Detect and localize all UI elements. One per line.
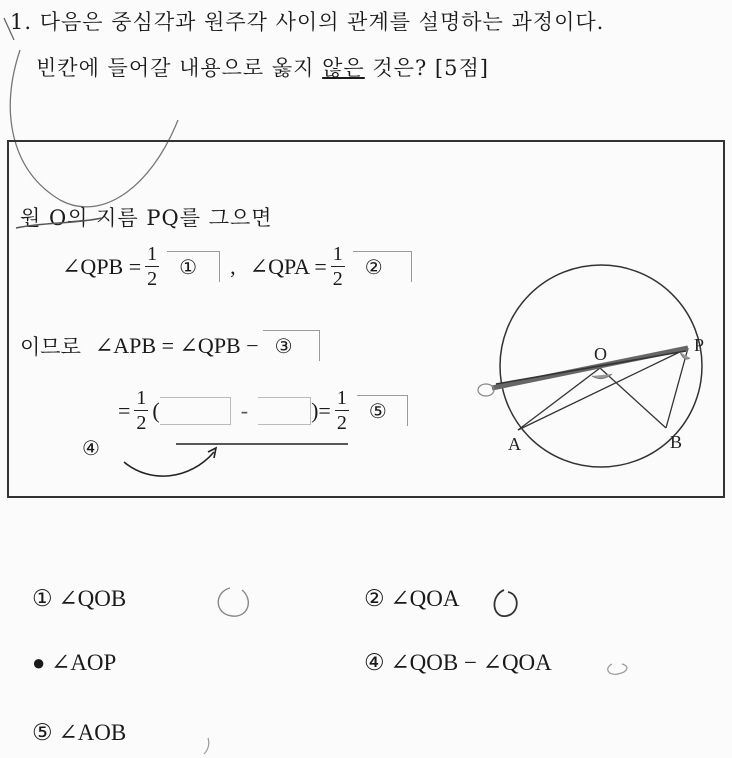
pencil-underline-mark xyxy=(14,214,104,234)
frac-den: 2 xyxy=(147,268,158,290)
blank-5-label: ⑤ xyxy=(368,401,387,423)
proof-line-4 xyxy=(118,388,408,433)
angle-qpb-label: ∠QPB = xyxy=(62,253,142,279)
choice-5[interactable] xyxy=(32,720,126,746)
question-text-2a: 빈칸에 들어갈 내용으로 옳지 xyxy=(36,56,323,80)
choice-1[interactable] xyxy=(32,586,126,612)
point-q-mark xyxy=(478,384,494,396)
segment-ob xyxy=(600,368,666,428)
angle-apb-expr: ∠APB = ∠QPB − xyxy=(94,332,259,358)
blank-3 xyxy=(263,330,320,361)
blank-1-label: ① xyxy=(179,257,198,279)
choice-3-text: ∠AOP xyxy=(51,650,117,675)
angle-mark-o xyxy=(592,374,612,379)
blank-5 xyxy=(357,395,408,426)
pencil-circle-mark-2 xyxy=(486,586,526,622)
question-text-1: 다음은 중심각과 원주각 사이의 관계를 설명하는 과정이다. xyxy=(39,10,605,34)
fraction-half xyxy=(145,244,159,289)
fraction-half-4 xyxy=(335,388,349,433)
choice-2-text: ∠QOA xyxy=(390,586,460,611)
segment-pb xyxy=(666,348,688,428)
label-p: P xyxy=(694,335,705,355)
choice-2-marker: ② xyxy=(364,586,385,611)
question-number: 1. xyxy=(10,10,33,34)
proof-line-1: 원 O의 지름 PQ를 그으면 xyxy=(20,206,273,230)
choice-4[interactable] xyxy=(364,650,552,676)
diameter-pq xyxy=(496,351,686,384)
blank-2-label: ② xyxy=(364,257,383,279)
proof-line-3 xyxy=(20,330,320,361)
blank-4a xyxy=(160,397,231,425)
choice-3[interactable] xyxy=(32,650,116,676)
choice-1-text: ∠QOB xyxy=(58,586,127,611)
frac-num-3: 1 xyxy=(136,387,147,409)
pencil-circle-mark-4 xyxy=(604,660,636,680)
choice-3-marker: ● xyxy=(32,650,46,675)
paren-close: ) xyxy=(311,397,319,423)
fraction-half-2 xyxy=(331,244,345,289)
choice-2[interactable] xyxy=(364,586,459,612)
choice-5-text: ∠AOB xyxy=(58,720,127,745)
pencil-circle-mark-1 xyxy=(210,582,260,622)
blank-3-label: ③ xyxy=(274,336,293,358)
choice-1-marker: ① xyxy=(32,586,53,611)
choice-5-marker: ⑤ xyxy=(32,720,53,745)
minus-sign: - xyxy=(240,397,249,423)
blank-1 xyxy=(167,251,220,282)
blank-4-arrow xyxy=(110,440,360,480)
frac-num: 1 xyxy=(147,243,158,265)
frac-den-3: 2 xyxy=(136,412,147,434)
angle-qpa-label: ∠QPA = xyxy=(249,253,327,279)
circle-diagram xyxy=(470,258,710,483)
frac-den-4: 2 xyxy=(336,412,347,434)
frac-num-2: 1 xyxy=(332,243,343,265)
angle-mark-p xyxy=(680,352,690,359)
fraction-half-3 xyxy=(134,388,148,433)
label-b: B xyxy=(670,432,683,452)
question-text-2b: 것은? [5점] xyxy=(364,56,489,80)
label-o: O xyxy=(594,344,607,364)
choice-4-marker: ④ xyxy=(364,650,385,675)
label-a: A xyxy=(508,434,521,454)
frac-num-4: 1 xyxy=(336,387,347,409)
proof-line-2 xyxy=(62,244,412,289)
choice-4-text: ∠QOB − ∠QOA xyxy=(390,650,552,675)
paren-open: ( xyxy=(152,397,160,423)
equals-sign: = xyxy=(118,397,131,423)
pencil-tick-mark-5 xyxy=(198,736,218,756)
therefore-text: 이므로 xyxy=(20,334,81,359)
blank-4b xyxy=(258,397,311,425)
equals-sign-2: = xyxy=(318,397,331,423)
blank-4-marker: ④ xyxy=(82,438,100,460)
blank-2 xyxy=(353,251,412,282)
frac-den-2: 2 xyxy=(332,268,343,290)
emphasis-not: 않은 xyxy=(322,56,365,80)
comma: , xyxy=(230,253,236,279)
